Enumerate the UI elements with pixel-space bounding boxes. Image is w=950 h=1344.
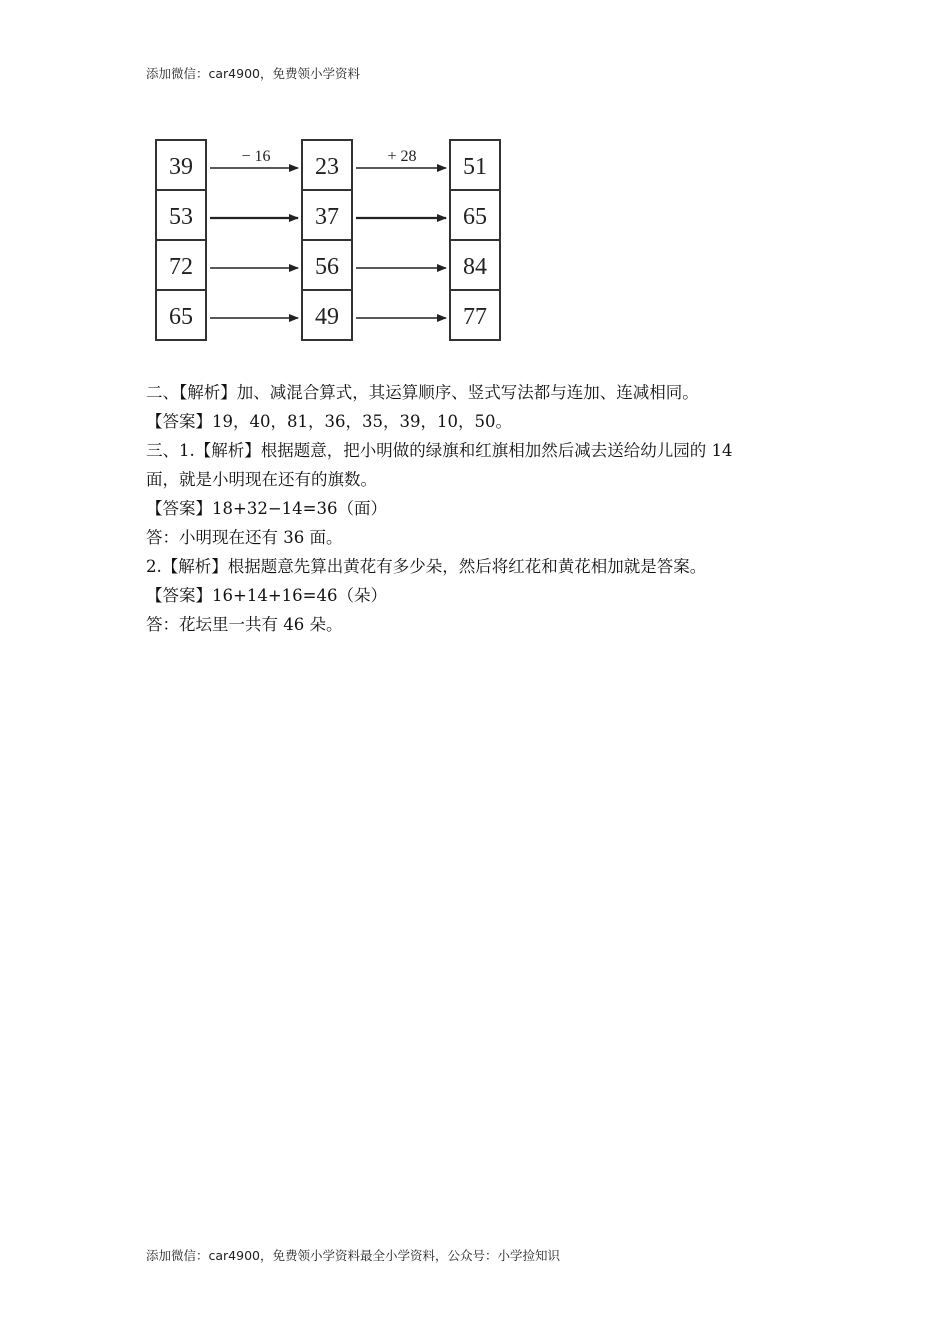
col1-cell-3: 72 [169,254,193,280]
col1-cell-2: 53 [169,204,193,230]
col3-cell-3: 84 [463,254,487,280]
col3-cell-1: 51 [463,154,487,180]
section-2-analysis: 二、【解析】加、减混合算式，其运算顺序、竖式写法都与连加、连减相同。 [146,383,699,402]
section-3-q1-reply: 答：小明现在还有 36 面。 [146,528,343,547]
header-note: 添加微信：car4900，免费领小学资料 [146,66,360,81]
column-3 [450,140,500,340]
col3-cell-4: 77 [463,304,487,330]
col2-cell-1: 23 [315,154,339,180]
answer-content [146,378,816,639]
section-2-answer: 【答案】19，40，81，36，35，39，10，50。 [146,412,512,431]
column-2 [302,140,352,340]
col1-cell-1: 39 [169,154,193,180]
col2-cell-2: 37 [315,204,339,230]
section-3-q1-analysis: 三、1.【解析】根据题意，把小明做的绿旗和红旗相加然后减去送给幼儿园的 14 [146,441,733,460]
section-3-q1-analysis-cont: 面，就是小明现在还有的旗数。 [146,470,377,489]
col1-cell-4: 65 [169,304,193,330]
op2-label: + 28 [387,148,417,165]
footer-note: 添加微信：car4900，免费领小学资料最全小学资料，公众号：小学捡知识 [146,1248,560,1263]
arithmetic-chain-diagram [150,132,510,346]
col2-cell-3: 56 [315,254,339,280]
column-1 [156,140,206,340]
op1-label: − 16 [241,148,271,165]
section-3-q1-answer: 【答案】18+32−14=36（面） [146,499,387,518]
section-3-q2-answer: 【答案】16+14+16=46（朵） [146,586,387,605]
col2-cell-4: 49 [315,304,339,330]
section-3-q2-reply: 答：花坛里一共有 46 朵。 [146,615,343,634]
col3-cell-2: 65 [463,204,487,230]
section-3-q2-analysis: 2.【解析】根据题意先算出黄花有多少朵，然后将红花和黄花相加就是答案。 [146,557,707,576]
